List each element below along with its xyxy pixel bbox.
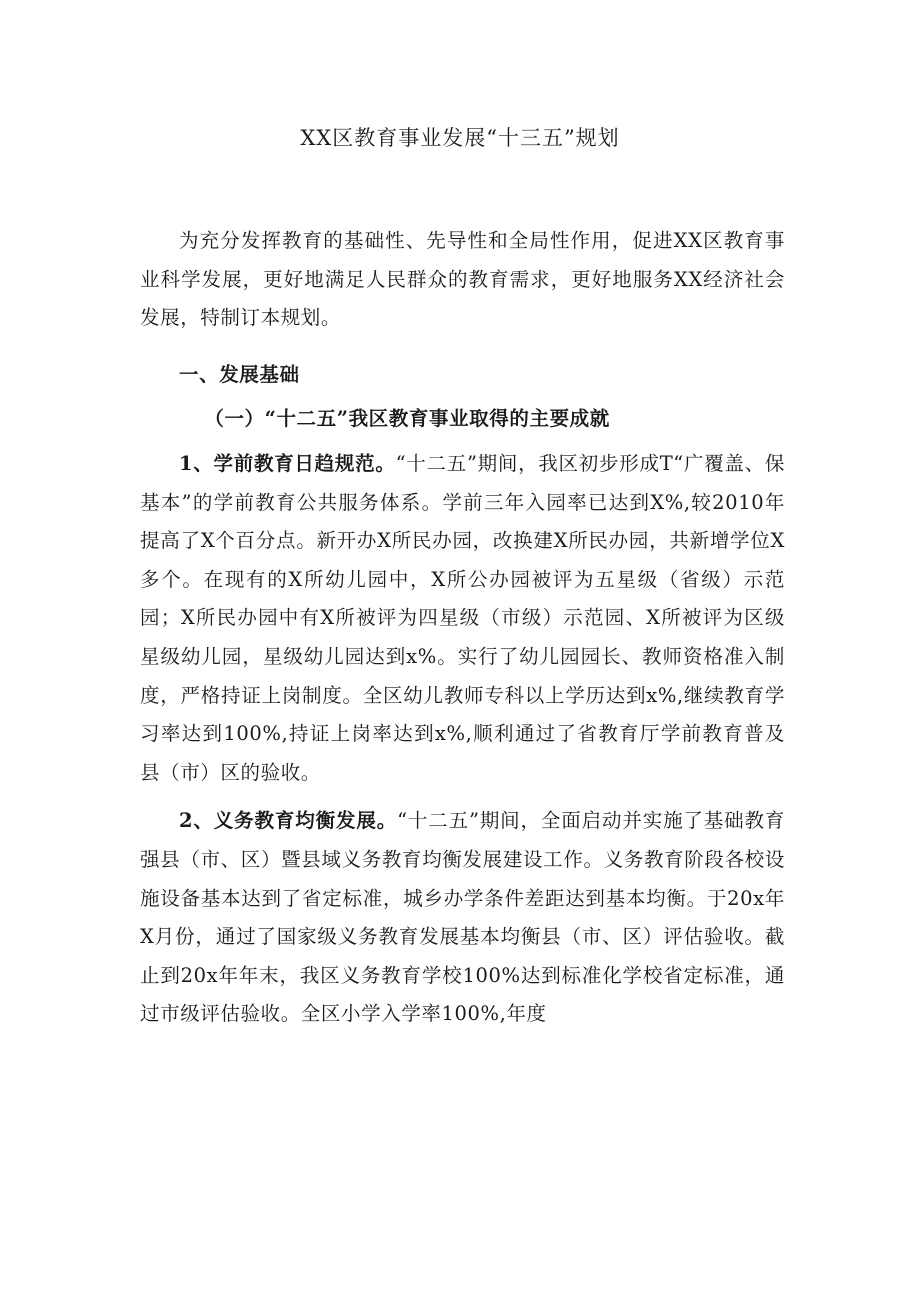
intro-paragraph: 为充分发挥教育的基础性、先导性和全局性作用，促进XX区教育事业科学发展，更好地满足人民群众的教育需求，更好地服务XX经济社会发展，特制订本规划。 [140, 229, 785, 330]
paragraph-text-preschool: “十二五”期间，我区初步形成T“广覆盖、保基本”的学前教育公共服务体系。学前三年入园率已达到X%,较2010年提高了X个百分点。新开办X所民办园，改换建X所民办园，共新增学位X多个。在现有的X所幼儿园中，X所公办园被评为五星级（省级）示范园；X所民办园中有X所被评为四星级（市级）示范园、X所被评为区级星级幼儿园，星级幼儿园达到x%。实行了幼儿园园长、教师资格准入制度，严格持证上岗制度。全区幼儿教师专科以上学历达到x%,继续教育学习率达到100%,持证上岗率达到x%,顺利通过了省教育厅学前教育普及县（市）区的验收。 [140, 451, 786, 784]
paragraph-lead-compulsory: 2、义务教育均衡发展。 [179, 809, 398, 833]
paragraph-text-compulsory: “十二五”期间，全面启动并实施了基础教育强县（市、区）暨县域义务教育均衡发展建设工作。义务教育阶段各校设施设备基本达到了省定标准，城乡办学条件差距达到基本均衡。于20x年X月份，通过了国家级义务教育发展基本均衡县（市、区）评估验收。截止到20x年年末，我区义务教育学校100%达到标准化学校省定标准，通过市级评估验收。全区小学入学率100%,年度 [140, 809, 785, 1026]
subsection-heading-achievements: （一）“十二五”我区教育事业取得的主要成就 [204, 407, 610, 431]
paragraph-lead-preschool: 1、学前教育日趋规范。 [179, 451, 396, 475]
paragraph-compulsory-education [140, 802, 785, 1034]
section-heading-development-basis: 一、发展基础 [179, 362, 300, 386]
document-body [140, 222, 785, 1034]
paragraph-preschool-education [140, 445, 785, 792]
document-title: XX区教育事业发展“十三五”规划 [300, 126, 620, 150]
